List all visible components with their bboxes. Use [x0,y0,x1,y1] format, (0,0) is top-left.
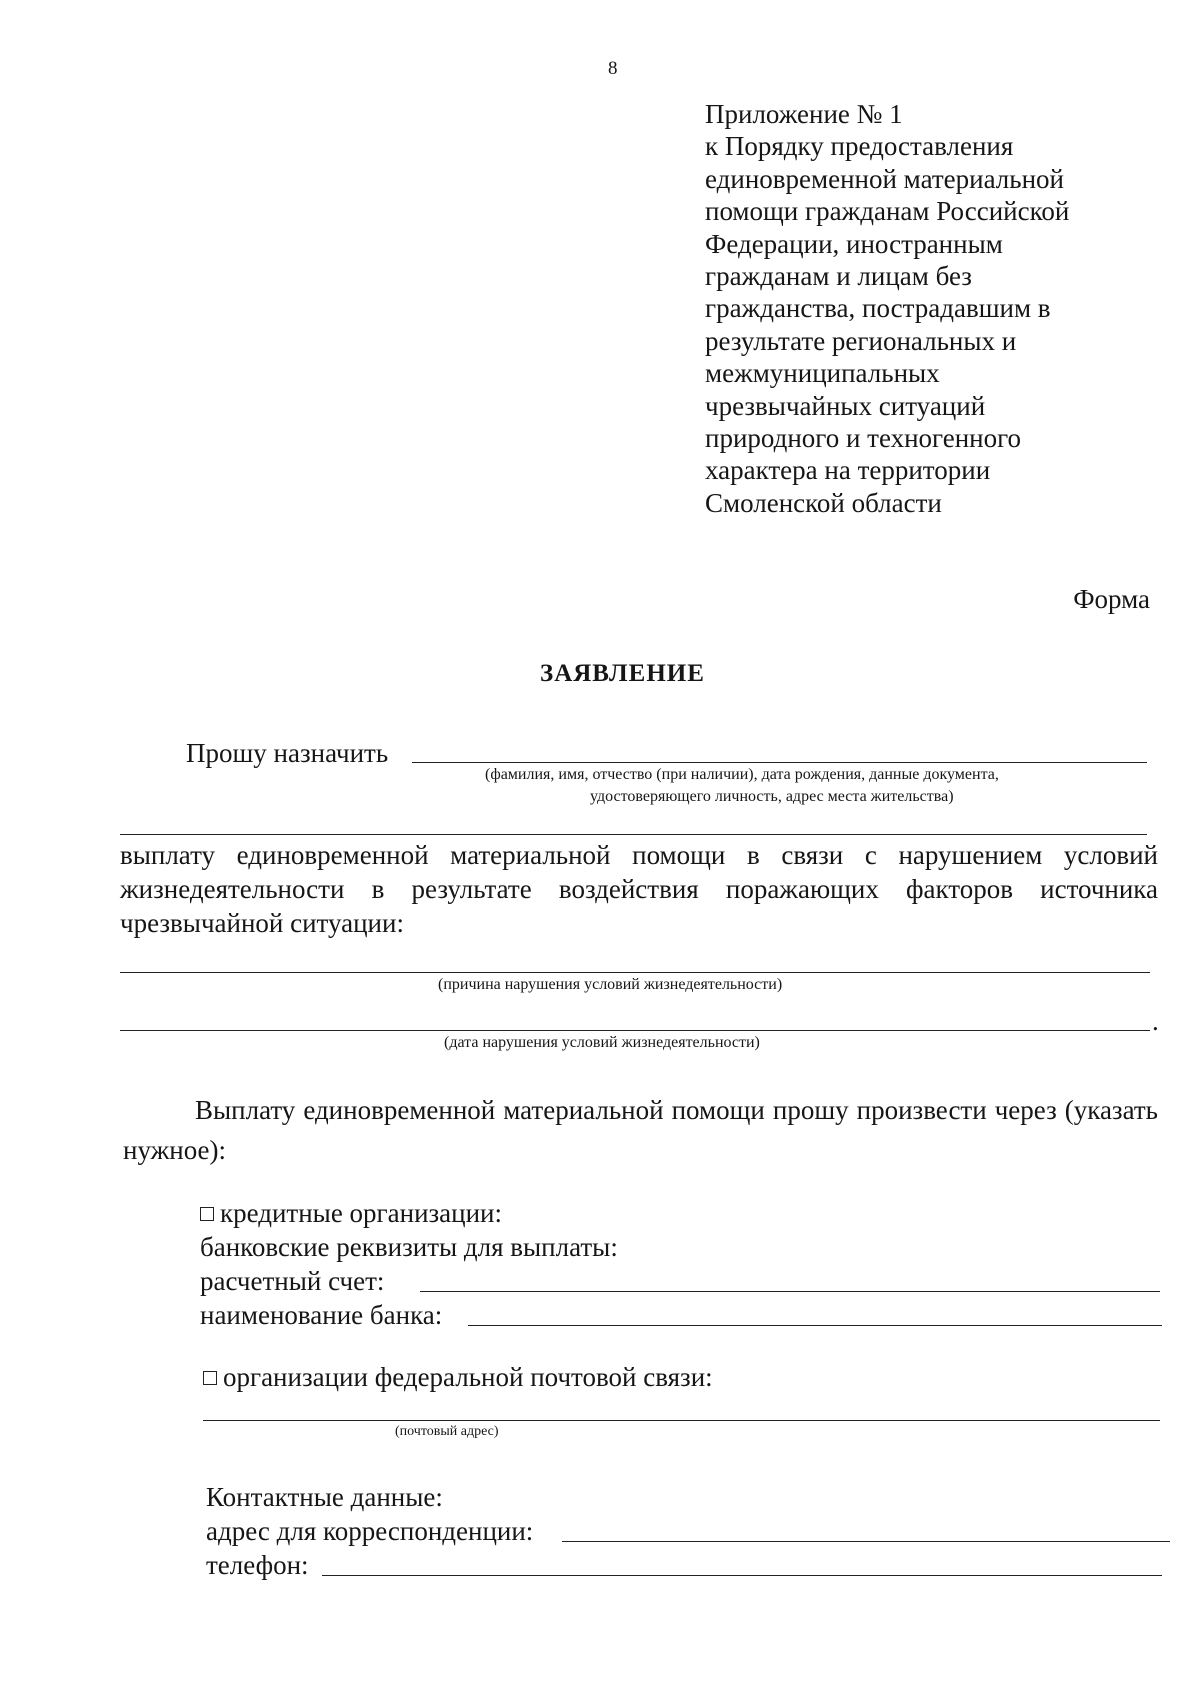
annex-line: результате региональных и [705,325,1017,356]
postal-address-caption: (почтовый адрес) [395,1424,499,1439]
date-period: . [1152,1006,1159,1036]
form-label: Форма [1073,584,1150,614]
request-name-field[interactable] [412,762,1147,763]
reason-field[interactable] [120,972,1150,973]
postal-org-label: организации федеральной почтовой связи: [223,1362,713,1392]
annex-line: гражданам и лицам без [705,261,972,292]
bank-name-field[interactable] [468,1325,1162,1326]
bank-name-label: наименование банка: [200,1300,443,1330]
postal-address-field[interactable] [203,1420,1160,1421]
annex-line: Федерации, иностранным [705,228,1003,259]
correspondence-address-field[interactable] [562,1541,1170,1542]
annex-line: гражданства, пострадавшим в [705,293,1051,324]
annex-line: характера на территории [705,455,991,486]
request-caption-line1: (фамилия, имя, отчество (при наличии), дата рождения, данные документа, [485,766,999,783]
annex-line: Смоленской области [705,487,942,518]
payment-intro-text: Выплату единовременной материальной помощи прошу произвести через (указать нужное): [123,1095,1158,1165]
request-continuation-field[interactable] [120,834,1147,835]
credit-org-label: кредитные организации: [220,1198,503,1228]
contacts-heading: Контактные данные: [206,1482,443,1512]
annex-line: чрезвычайных ситуаций [705,390,986,421]
annex-line: природного и техногенного [705,423,1022,454]
postal-org-option[interactable] [203,1362,713,1393]
request-caption-line2: удостоверяющего личность, адрес места жительства) [590,788,954,805]
account-field[interactable] [420,1291,1160,1292]
request-body-text: выплату единовременной материальной помощи в связи с нарушением условий жизнедеятельности в результате воздействия поражающих факторов источника чрезвычайной ситуации: [120,840,1158,938]
date-caption: (дата нарушения условий жизнедеятельности) [444,1034,760,1051]
annex-line: помощи гражданам Российской [705,196,1070,227]
annex-block [705,98,1145,519]
reason-caption: (причина нарушения условий жизнедеятельности) [438,976,783,993]
date-field[interactable] [120,1030,1150,1031]
annex-line: к Порядку предоставления [705,131,1014,162]
credit-org-option[interactable] [200,1198,502,1229]
phone-field[interactable] [322,1575,1162,1576]
bank-details-label: банковские реквизиты для выплаты: [200,1232,618,1262]
annex-line: Приложение № 1 [705,99,903,129]
correspondence-address-label: адрес для корреспонденции: [206,1516,534,1546]
checkbox-icon[interactable] [203,1371,217,1385]
request-label: Прошу назначить [186,738,389,768]
phone-label: телефон: [206,1550,309,1580]
document-title: ЗАЯВЛЕНИЕ [540,660,705,687]
annex-line: межмуниципальных [705,358,940,389]
page-number: 8 [608,58,618,79]
account-label: расчетный счет: [200,1266,385,1296]
checkbox-icon[interactable] [200,1207,214,1221]
annex-line: единовременной материальной [705,163,1064,194]
